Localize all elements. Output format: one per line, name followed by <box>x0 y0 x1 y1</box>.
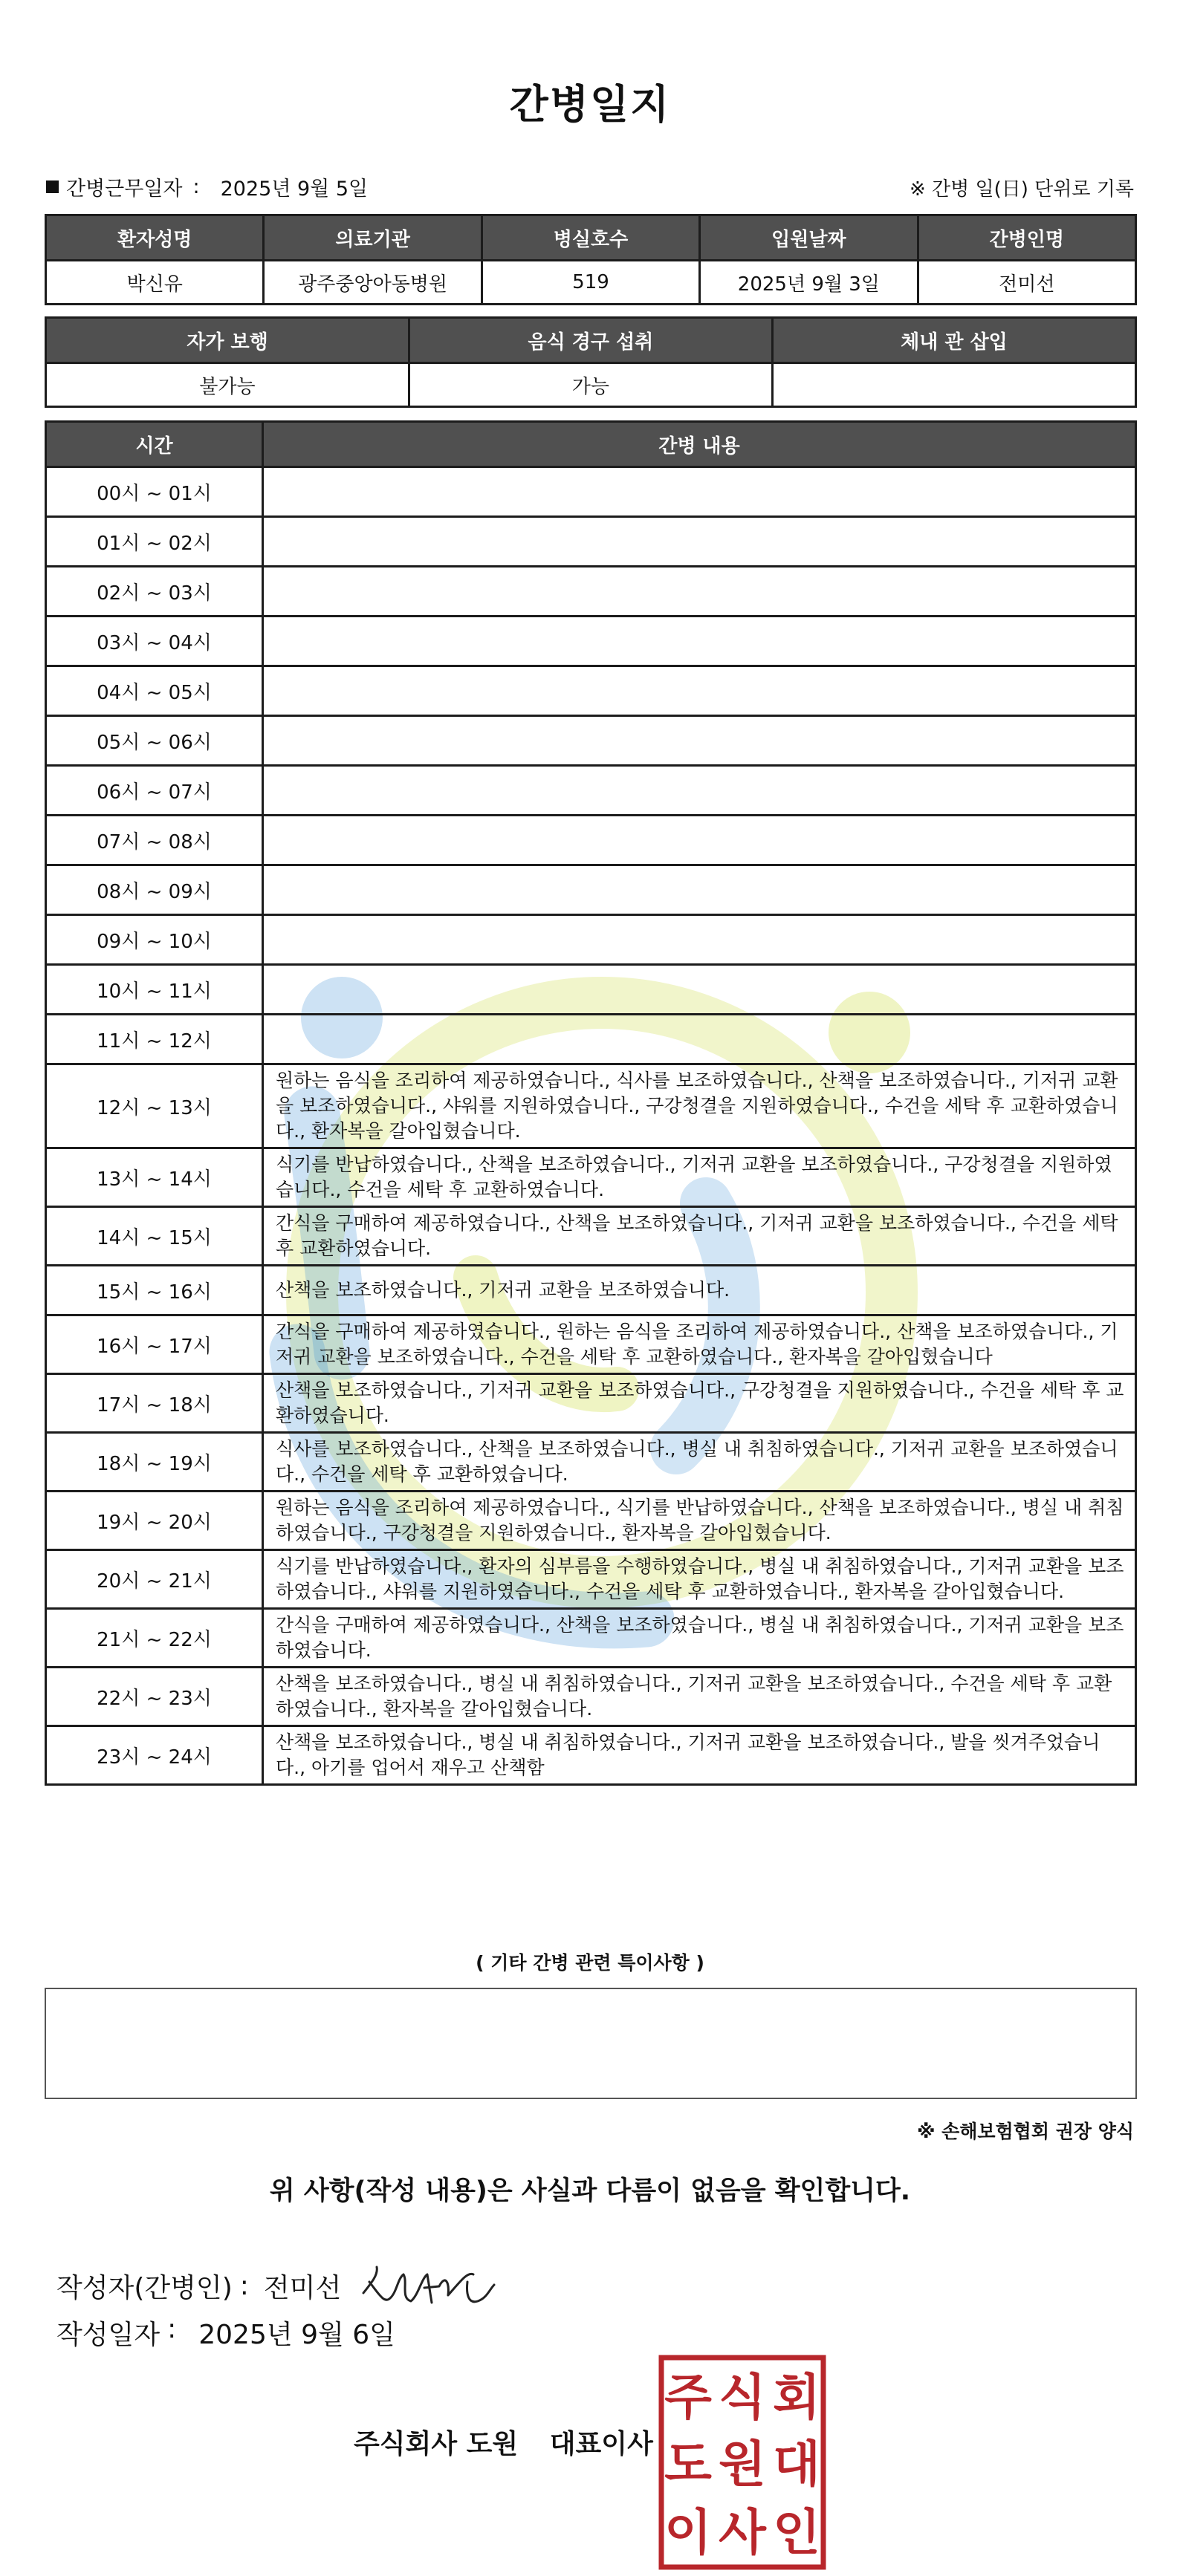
written-date-value: 2025년 9월 6일 <box>198 2320 395 2350</box>
content-cell: 간식을 구매하여 제공하였습니다., 원하는 음식을 조리하여 제공하였습니다., 산책을 보조하였습니다., 기저귀 교환을 보조하였습니다., 수건을 세탁 후 교환하였습니다., 환자복을 갈아입혔습니다 <box>263 1315 1136 1374</box>
unit-note: ※ 간병 일(日) 단위로 기록 <box>909 178 1134 201</box>
time-cell: 22시 ~ 23시 <box>46 1668 263 1726</box>
header-care-content: 간병 내용 <box>263 422 1136 467</box>
content-cell <box>263 915 1136 965</box>
self-walking-value: 불가능 <box>46 363 409 407</box>
table-row <box>46 1207 1136 1266</box>
patient-status-table <box>45 316 1137 408</box>
caregiver-name: 전미선 <box>918 261 1135 305</box>
svg-text:사: 사 <box>719 2504 766 2561</box>
time-cell: 03시 ~ 04시 <box>46 617 263 666</box>
table-row <box>46 1492 1136 1550</box>
content-cell <box>263 567 1136 617</box>
svg-text:식: 식 <box>719 2369 766 2426</box>
tube-insertion-value <box>772 363 1135 407</box>
admission-date: 2025년 9월 3일 <box>700 261 918 305</box>
content-cell: 식기를 반납하였습니다., 산책을 보조하였습니다., 기저귀 교환을 보조하였습니다., 구강청결을 지원하였습니다., 수건을 세탁 후 교환하였습니다. <box>263 1148 1136 1207</box>
table-row <box>46 716 1136 766</box>
time-cell: 06시 ~ 07시 <box>46 766 263 816</box>
content-cell <box>263 517 1136 567</box>
svg-text:도: 도 <box>664 2436 712 2493</box>
colon: : <box>239 2270 249 2301</box>
patient-name: 박신유 <box>46 261 264 305</box>
table-row <box>46 915 1136 965</box>
header-hospital: 의료기관 <box>264 215 482 261</box>
company-line <box>354 2423 653 2461</box>
table-row <box>46 467 1136 517</box>
table-row <box>46 1148 1136 1207</box>
content-cell <box>263 816 1136 865</box>
confirmation-statement: 위 사항(작성 내용)은 사실과 다름이 없음을 확인합니다. <box>269 2176 911 2206</box>
company-name: 주식회사 도원 <box>354 2429 519 2459</box>
room-number: 519 <box>482 261 699 305</box>
content-cell: 간식을 구매하여 제공하였습니다., 산책을 보조하였습니다., 기저귀 교환을 보조하였습니다., 수건을 세탁 후 교환하였습니다. <box>263 1207 1136 1266</box>
content-cell <box>263 666 1136 716</box>
time-cell: 20시 ~ 21시 <box>46 1550 263 1609</box>
content-cell <box>263 467 1136 517</box>
content-cell: 산책을 보조하였습니다., 기저귀 교환을 보조하였습니다., 구강청결을 지원하였습니다., 수건을 세탁 후 교환하였습니다. <box>263 1374 1136 1433</box>
time-cell: 13시 ~ 14시 <box>46 1148 263 1207</box>
table-row <box>46 567 1136 617</box>
header-tube-insertion: 체내 관 삽입 <box>772 318 1135 363</box>
signature-icon <box>356 2252 505 2319</box>
content-cell: 간식을 구매하여 제공하였습니다., 산책을 보조하였습니다., 병실 내 취침하였습니다., 기저귀 교환을 보조하였습니다. <box>263 1609 1136 1668</box>
table-row <box>46 1064 1136 1148</box>
header-self-walking: 자가 보행 <box>46 318 409 363</box>
content-cell: 산책을 보조하였습니다., 병실 내 취침하였습니다., 기저귀 교환을 보조하였습니다., 발을 씻겨주었습니다., 아기를 업어서 재우고 산책함 <box>263 1726 1136 1785</box>
oral-intake-value: 가능 <box>409 363 772 407</box>
time-cell: 11시 ~ 12시 <box>46 1015 263 1064</box>
table-row <box>46 1609 1136 1668</box>
writer-name: 전미선 <box>263 2272 342 2303</box>
table-row <box>46 766 1136 816</box>
care-log-table <box>45 420 1137 1786</box>
notes-box <box>45 1988 1137 2099</box>
table-row <box>46 666 1136 716</box>
time-cell: 01시 ~ 02시 <box>46 517 263 567</box>
content-cell <box>263 865 1136 915</box>
work-date-line <box>46 172 368 201</box>
table-row <box>46 865 1136 915</box>
page-title: 간병일지 <box>509 81 671 128</box>
content-cell <box>263 716 1136 766</box>
colon: : <box>192 175 200 198</box>
written-date-line <box>56 2314 395 2352</box>
time-cell: 14시 ~ 15시 <box>46 1207 263 1266</box>
header-admission-date: 입원날짜 <box>700 215 918 261</box>
time-cell: 23시 ~ 24시 <box>46 1726 263 1785</box>
content-cell: 식사를 보조하였습니다., 산책을 보조하였습니다., 병실 내 취침하였습니다., 기저귀 교환을 보조하였습니다., 수건을 세탁 후 교환하였습니다. <box>263 1433 1136 1492</box>
table-row <box>46 816 1136 865</box>
square-bullet-icon <box>46 180 59 193</box>
time-cell: 08시 ~ 09시 <box>46 865 263 915</box>
content-cell: 원하는 음식을 조리하여 제공하였습니다., 식기를 반납하였습니다., 산책을 보조하였습니다., 병실 내 취침하였습니다., 구강청결을 지원하였습니다., 환자복을 갈아입혔습니다. <box>263 1492 1136 1550</box>
svg-text:원: 원 <box>719 2436 766 2493</box>
time-cell: 07시 ~ 08시 <box>46 816 263 865</box>
writer-line <box>56 2252 505 2319</box>
table-row <box>46 1550 1136 1609</box>
time-cell: 17시 ~ 18시 <box>46 1374 263 1433</box>
content-cell <box>263 965 1136 1015</box>
company-seal-icon <box>658 2355 826 2570</box>
time-cell: 05시 ~ 06시 <box>46 716 263 766</box>
table-row <box>46 1433 1136 1492</box>
association-note: ※ 손해보험협회 권장 양식 <box>917 2121 1134 2142</box>
header-caregiver-name: 간병인명 <box>918 215 1135 261</box>
time-cell: 00시 ~ 01시 <box>46 467 263 517</box>
work-date-label: 간병근무일자 <box>66 178 183 201</box>
svg-text:인: 인 <box>773 2504 820 2561</box>
table-row <box>46 1374 1136 1433</box>
content-cell: 식기를 반납하였습니다., 환자의 심부름을 수행하였습니다., 병실 내 취침하였습니다., 기저귀 교환을 보조하였습니다., 샤워를 지원하였습니다., 수건을 세탁 후 교환하였습니다., 환자복을 갈아입혔습니다. <box>263 1550 1136 1609</box>
content-cell <box>263 766 1136 816</box>
time-cell: 18시 ~ 19시 <box>46 1433 263 1492</box>
content-cell <box>263 1015 1136 1064</box>
ceo-title: 대표이사 <box>549 2429 653 2459</box>
table-row <box>46 965 1136 1015</box>
time-cell: 04시 ~ 05시 <box>46 666 263 716</box>
time-cell: 15시 ~ 16시 <box>46 1266 263 1315</box>
svg-text:이: 이 <box>664 2504 712 2561</box>
table-row <box>46 1315 1136 1374</box>
content-cell: 원하는 음식을 조리하여 제공하였습니다., 식사를 보조하였습니다., 산책을 보조하였습니다., 기저귀 교환을 보조하였습니다., 샤워를 지원하였습니다., 구강청결을 지원하였습니다., 수건을 세탁 후 교환하였습니다., 환자복을 갈아입혔습니다. <box>263 1064 1136 1148</box>
svg-text:회: 회 <box>773 2369 820 2426</box>
content-cell: 산책을 보조하였습니다., 기저귀 교환을 보조하였습니다. <box>263 1266 1136 1315</box>
header-time: 시간 <box>46 422 263 467</box>
svg-text:주: 주 <box>664 2369 712 2426</box>
written-date-label: 작성일자 <box>56 2320 161 2350</box>
table-row <box>46 1015 1136 1064</box>
notes-title: ( 기타 간병 관련 특이사항 ) <box>476 1952 704 1974</box>
table-row <box>46 1266 1136 1315</box>
header-patient-name: 환자성명 <box>46 215 264 261</box>
content-cell <box>263 617 1136 666</box>
time-cell: 02시 ~ 03시 <box>46 567 263 617</box>
time-cell: 12시 ~ 13시 <box>46 1064 263 1148</box>
work-date-value: 2025년 9월 5일 <box>220 178 369 201</box>
content-cell: 산책을 보조하였습니다., 병실 내 취침하였습니다., 기저귀 교환을 보조하였습니다., 수건을 세탁 후 교환하였습니다., 환자복을 갈아입혔습니다. <box>263 1668 1136 1726</box>
hospital: 광주중앙아동병원 <box>264 261 482 305</box>
time-cell: 21시 ~ 22시 <box>46 1609 263 1668</box>
table-row <box>46 517 1136 567</box>
table-row <box>46 1726 1136 1785</box>
time-cell: 10시 ~ 11시 <box>46 965 263 1015</box>
time-cell: 19시 ~ 20시 <box>46 1492 263 1550</box>
time-cell: 16시 ~ 17시 <box>46 1315 263 1374</box>
table-row <box>46 617 1136 666</box>
header-oral-intake: 음식 경구 섭취 <box>409 318 772 363</box>
table-row <box>46 1668 1136 1726</box>
writer-label: 작성자(간병인) <box>56 2272 233 2303</box>
time-cell: 09시 ~ 10시 <box>46 915 263 965</box>
header-room-number: 병실호수 <box>482 215 699 261</box>
colon: : <box>167 2314 177 2344</box>
patient-info-table <box>45 214 1137 305</box>
svg-text:대: 대 <box>773 2436 820 2493</box>
